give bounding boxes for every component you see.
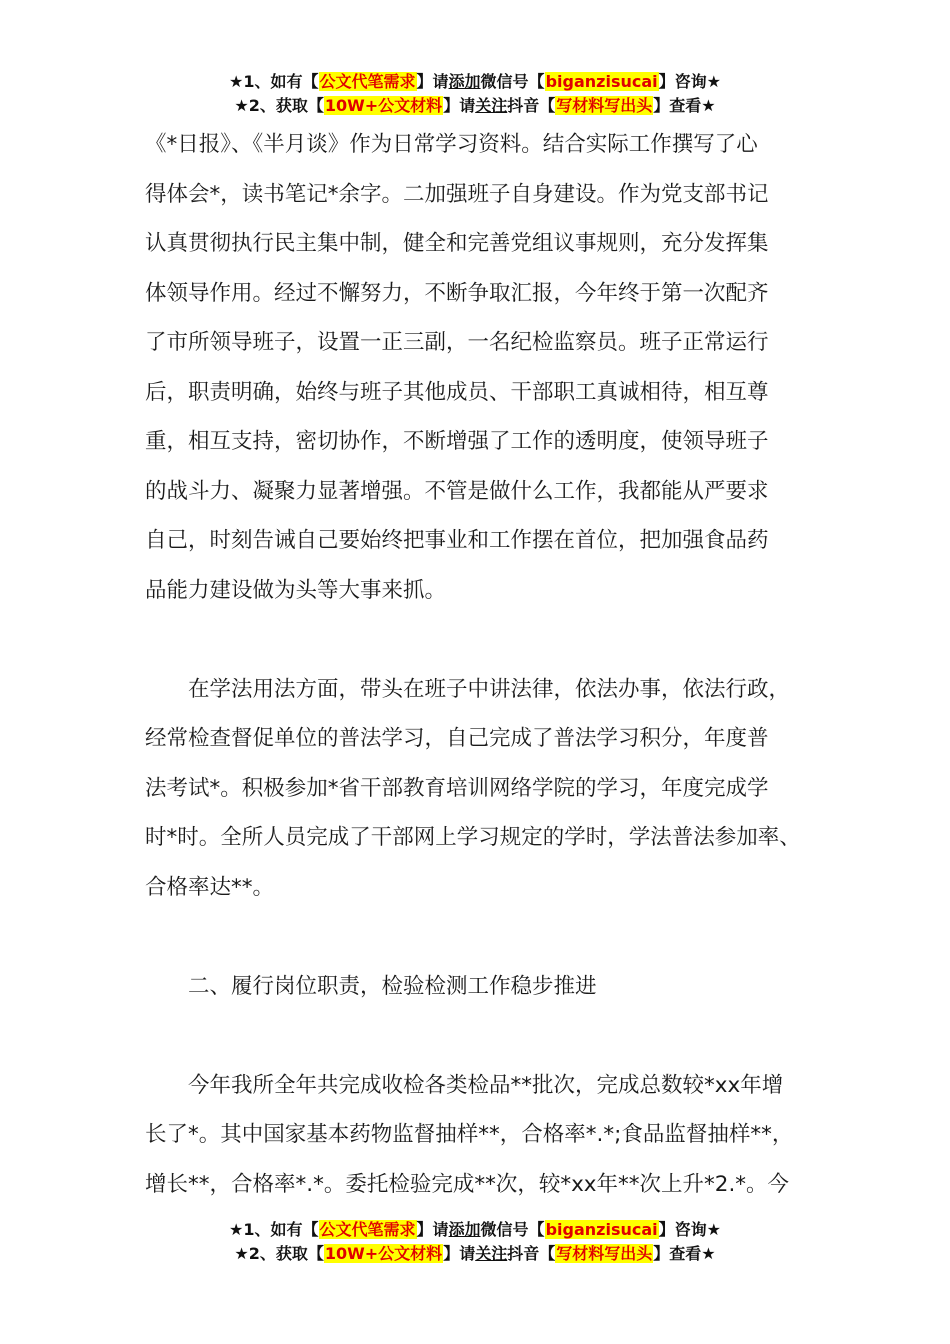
highlight-wechat-id: biganzisucai	[545, 72, 658, 91]
text-line: 时*时。全所人员完成了干部网上学习规定的学时，学法普法参加率、	[145, 825, 801, 850]
banner-text: 微信号【	[480, 1220, 545, 1239]
text-line: 体领导作用。经过不懈努力，不断争取汇报，今年终于第一次配齐	[145, 280, 769, 306]
banner-text: 】查看★	[653, 96, 716, 115]
banner-text: 】请	[443, 1244, 476, 1263]
banner-text: 】请	[416, 1220, 449, 1239]
text-line: 在学法用法方面，带头在班子中讲法律，依法办事，依法行政，	[188, 676, 791, 702]
banner-text: 】查看★	[653, 1244, 716, 1263]
bottom-banner	[0, 1218, 950, 1266]
banner-text: 微信号【	[480, 72, 545, 91]
text-line: 《*日报》、《半月谈》作为日常学习资料。结合实际工作撰写了心	[145, 132, 758, 157]
banner-text: 】咨询★	[658, 72, 721, 91]
highlight-materials: 10W+公文材料	[324, 1244, 443, 1263]
text-line: 经常检查督促单位的普法学习，自己完成了普法学习积分，年度普	[145, 726, 769, 751]
highlight-materials: 10W+公文材料	[324, 96, 443, 115]
heading-text: 二、履行岗位职责，检验检测工作稳步推进	[188, 973, 597, 999]
text-line: 后，职责明确，始终与班子其他成员、干部职工真诚相待，相互尊	[145, 379, 769, 405]
banner-text-underlined: 关注	[475, 96, 508, 115]
paragraph-study-and-team	[145, 120, 825, 615]
text-line: 法考试*。积极参加*省干部教育培训网络学院的学习，年度完成学	[145, 775, 769, 801]
banner-text-underlined: 添加	[448, 1220, 481, 1239]
highlight-douyin: 写材料写出头	[556, 96, 653, 115]
highlight-douyin: 写材料写出头	[556, 1244, 653, 1263]
text-line: 重，相互支持，密切协作，不断增强了工作的透明度，使领导班子	[145, 429, 769, 454]
text-line: 品能力建设做为头等大事来抓。	[145, 577, 447, 603]
text-line: 的战斗力、凝聚力显著增强。不管是做什么工作，我都能从严要求	[145, 478, 769, 504]
text-line: 长了*。其中国家基本药物监督抽样**，合格率*.*;食品监督抽样**，	[145, 1122, 794, 1147]
text-line: 增长**，合格率*.*。委托检验完成**次，较*xx年**次上升*2.*。今	[145, 1171, 790, 1197]
paragraph-law-study	[145, 665, 825, 913]
banner-text: ★2、获取【	[234, 96, 324, 115]
text-line: 认真贯彻执行民主集中制，健全和完善党组议事规则，充分发挥集	[145, 231, 769, 256]
highlight-wechat-id: biganzisucai	[545, 1220, 658, 1239]
text-line: 得体会*，读书笔记*余字。二加强班子自身建设。作为党支部书记	[145, 181, 769, 207]
highlight-service: 公文代笔需求	[319, 1220, 416, 1239]
top-banner	[0, 70, 950, 118]
banner-text-underlined: 关注	[475, 1244, 508, 1263]
banner-text: ★1、如有【	[229, 1220, 319, 1239]
banner-text: 抖音【	[507, 96, 556, 115]
section-heading-2	[145, 962, 825, 1012]
banner-line-2	[0, 1242, 950, 1266]
banner-text-underlined: 添加	[448, 72, 481, 91]
text-line: 了市所领导班子，设置一正三副，一名纪检监察员。班子正常运行	[145, 330, 769, 355]
banner-text: 抖音【	[507, 1244, 556, 1263]
text-line: 今年我所全年共完成收检各类检品**批次，完成总数较*xx年增	[188, 1072, 784, 1098]
text-line: 自己，时刻告诫自己要始终把事业和工作摆在首位，把加强食品药	[145, 528, 769, 553]
banner-text: ★2、获取【	[234, 1244, 324, 1263]
banner-text: 】请	[416, 72, 449, 91]
banner-line-2	[0, 94, 950, 118]
banner-line-1	[0, 1218, 950, 1242]
highlight-service: 公文代笔需求	[319, 72, 416, 91]
banner-text: 】请	[443, 96, 476, 115]
document-body	[145, 120, 825, 1209]
banner-text: ★1、如有【	[229, 72, 319, 91]
paragraph-inspection-work	[145, 1061, 825, 1210]
banner-line-1	[0, 70, 950, 94]
banner-text: 】咨询★	[658, 1220, 721, 1239]
text-line: 合格率达**。	[145, 874, 275, 900]
